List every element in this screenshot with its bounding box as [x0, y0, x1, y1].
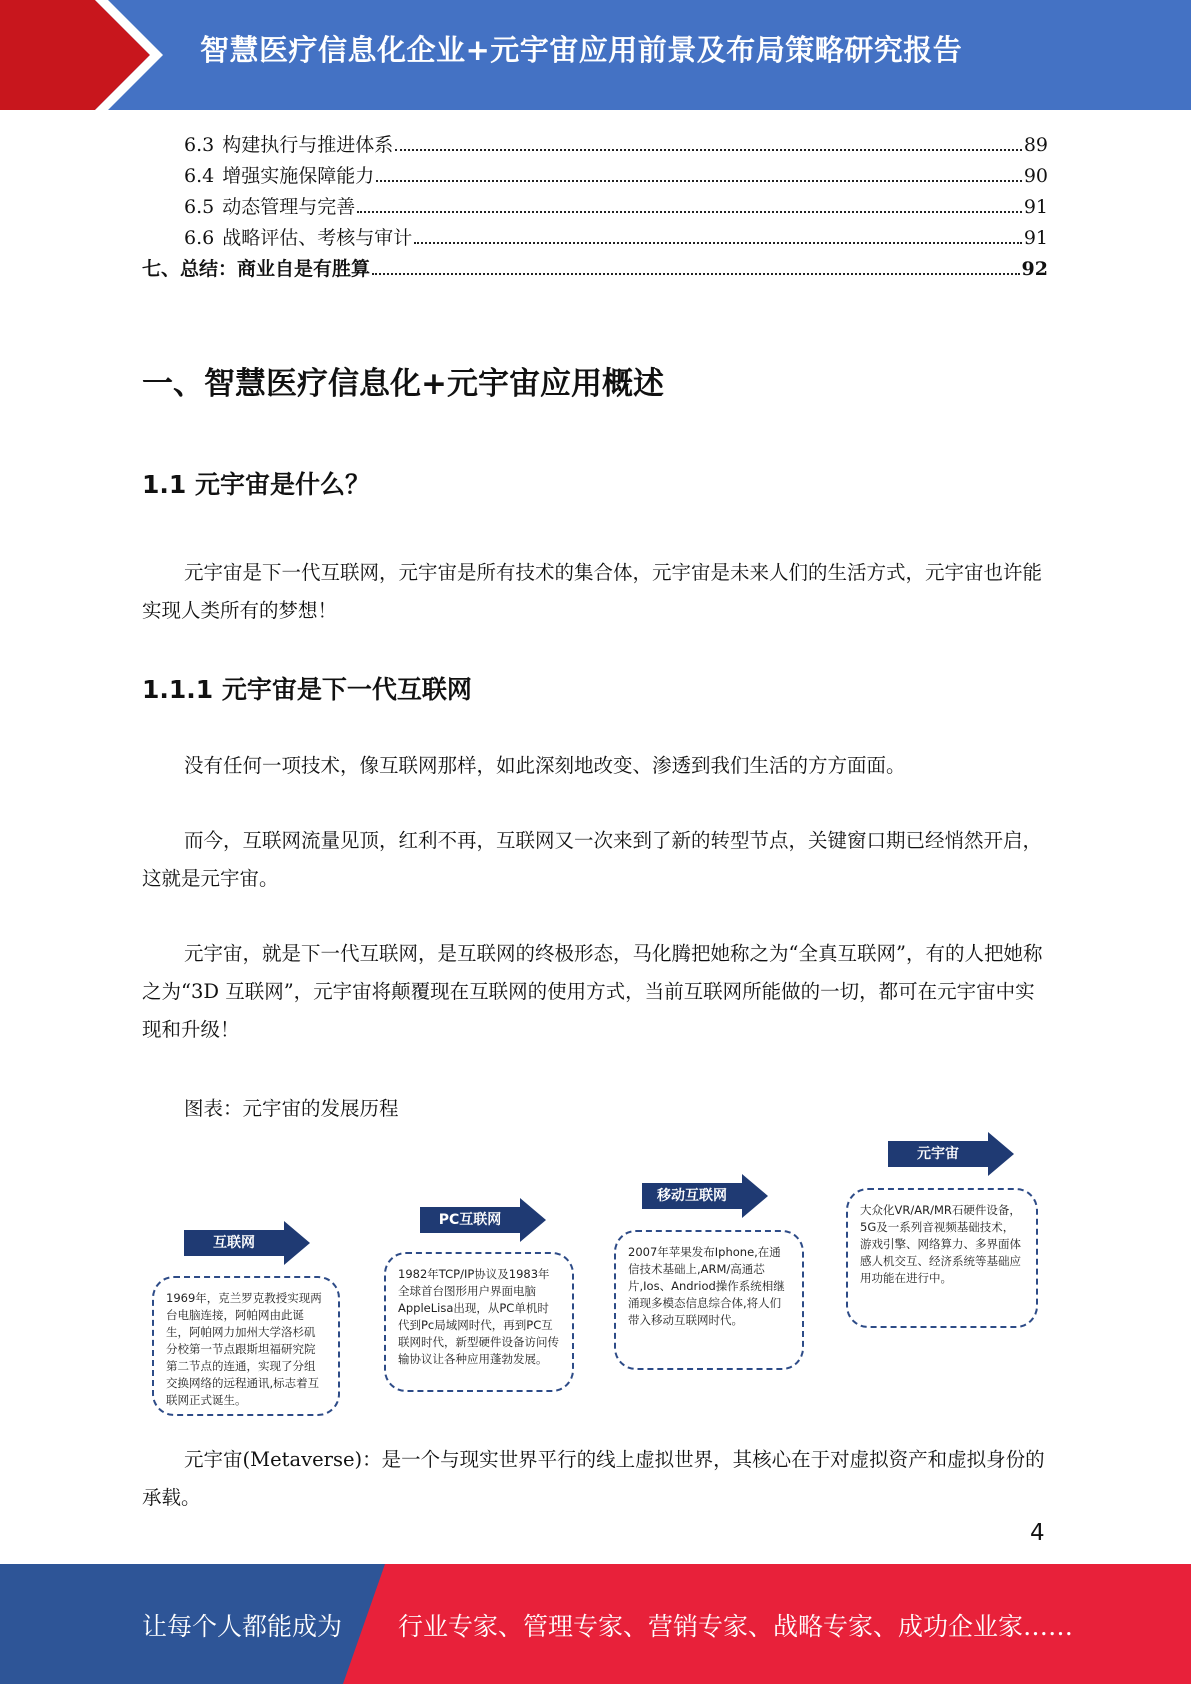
toc-entry-label: 构建执行与推进体系 — [222, 134, 394, 156]
stage-label: 元宇宙 — [888, 1141, 988, 1167]
page-header — [0, 0, 1191, 110]
stage-description-box: 2007年苹果发布Iphone,在通信技术基础上,ARM/高通芯片,Ios、Andriod操作系统相继涌现多模态信息综合体,将人们带入移动互联网时代。 — [614, 1230, 804, 1370]
body-paragraph: 元宇宙，就是下一代互联网，是互联网的终极形态，马化腾把她称之为“全真互联网”，有的人把她称之为“3D 互联网”，元宇宙将颠覆现在互联网的使用方式，当前互联网所能做的一切，都可在元宇宙中实现和升级！ — [142, 942, 1043, 1041]
stage-description-box: 1969年，克兰罗克教授实现两台电脑连接，阿帕网由此诞生，阿帕网力加州大学洛杉矶分校第一节点跟斯坦福研究院第二节点的连通，实现了分组交换网络的远程通讯,标志着互联网正式诞生。 — [152, 1276, 340, 1416]
toc-leader-dots — [357, 211, 1022, 213]
development-timeline-figure — [142, 1128, 1048, 1418]
section-heading: 1.1 元宇宙是什么？ — [142, 470, 370, 499]
arrow-head-icon — [988, 1132, 1014, 1176]
toc-entry-page: 89 — [1023, 134, 1048, 156]
body-paragraph: 而今，互联网流量见顶，红利不再，互联网又一次来到了新的转型节点，关键窗口期已经悄然开启，这就是元宇宙。 — [142, 829, 1043, 890]
stage-description-box: 大众化VR/AR/MR石硬件设备，5G及一系列音视频基础技术，游戏引擎、网络算力、多界面体感人机交互、经济系统等基础应用功能在进行中。 — [846, 1188, 1038, 1328]
arrow-head-icon — [284, 1221, 310, 1265]
toc-entry[interactable] — [142, 161, 1048, 192]
chapter-heading: 一、智慧医疗信息化+元宇宙应用概述 — [142, 366, 664, 402]
stage-arrow-pc-internet — [420, 1198, 546, 1242]
toc-entry-label: 动态管理与完善 — [222, 196, 356, 218]
figure-caption: 图表：元宇宙的发展历程 — [184, 1097, 399, 1120]
stage-description-box: 1982年TCP/IP协议及1983年全球首台图形用户界面电脑AppleLisa出现，从PC单机时代到Pc局域网时代，再到PC互联网时代，新型硬件设备访问传输协议让各种应用蓬勃发展。 — [384, 1252, 574, 1392]
toc-entry[interactable] — [142, 192, 1048, 223]
body-paragraph: 元宇宙(Metaverse)：是一个与现实世界平行的线上虚拟世界，其核心在于对虚拟资产和虚拟身份的承载。 — [142, 1448, 1045, 1509]
toc-entry[interactable] — [142, 130, 1048, 161]
toc-entry-label: 增强实施保障能力 — [222, 165, 375, 187]
toc-entry-number: 6.4 — [184, 165, 215, 187]
subsection-heading: 1.1.1 元宇宙是下一代互联网 — [142, 675, 472, 704]
stage-arrow-mobile-internet — [642, 1174, 768, 1218]
page-footer — [0, 1564, 1191, 1684]
toc-leader-dots — [376, 180, 1022, 182]
stage-label: 移动互联网 — [642, 1183, 742, 1209]
stage-arrow-internet — [184, 1221, 310, 1265]
stage-label: 互联网 — [184, 1230, 284, 1256]
toc-entry-page: 91 — [1023, 196, 1048, 218]
toc-leader-dots — [395, 149, 1022, 151]
toc-entry-label: 七、总结：商业自是有胜算 — [142, 258, 371, 280]
arrow-head-icon — [742, 1174, 768, 1218]
stage-arrow-metaverse — [888, 1132, 1014, 1176]
toc-entry-chapter[interactable] — [142, 254, 1048, 285]
toc-entry-page: 90 — [1023, 165, 1048, 187]
toc-entry-number: 6.5 — [184, 196, 215, 218]
table-of-contents — [142, 130, 1048, 285]
body-paragraph: 没有任何一项技术，像互联网那样，如此深刻地改变、渗透到我们生活的方方面面。 — [184, 754, 906, 777]
arrow-head-icon — [520, 1198, 546, 1242]
stage-label: PC互联网 — [420, 1207, 520, 1233]
report-title: 智慧医疗信息化企业+元宇宙应用前景及布局策略研究报告 — [200, 33, 963, 67]
footer-slogan-left: 让每个人都能成为 — [142, 1612, 343, 1641]
toc-leader-dots — [414, 242, 1022, 244]
toc-entry-label: 战略评估、考核与审计 — [222, 227, 413, 249]
toc-entry[interactable] — [142, 223, 1048, 254]
toc-entry-page: 91 — [1023, 227, 1048, 249]
page-number: 4 — [1030, 1520, 1045, 1546]
toc-entry-page: 92 — [1021, 258, 1048, 280]
toc-leader-dots — [372, 273, 1020, 275]
toc-entry-number: 6.6 — [184, 227, 215, 249]
footer-slogan-right: 行业专家、管理专家、营销专家、战略专家、成功企业家…… — [398, 1612, 1074, 1641]
body-paragraph: 元宇宙是下一代互联网，元宇宙是所有技术的集合体，元宇宙是未来人们的生活方式，元宇宙也许能实现人类所有的梦想！ — [142, 561, 1043, 622]
toc-entry-number: 6.3 — [184, 134, 215, 156]
